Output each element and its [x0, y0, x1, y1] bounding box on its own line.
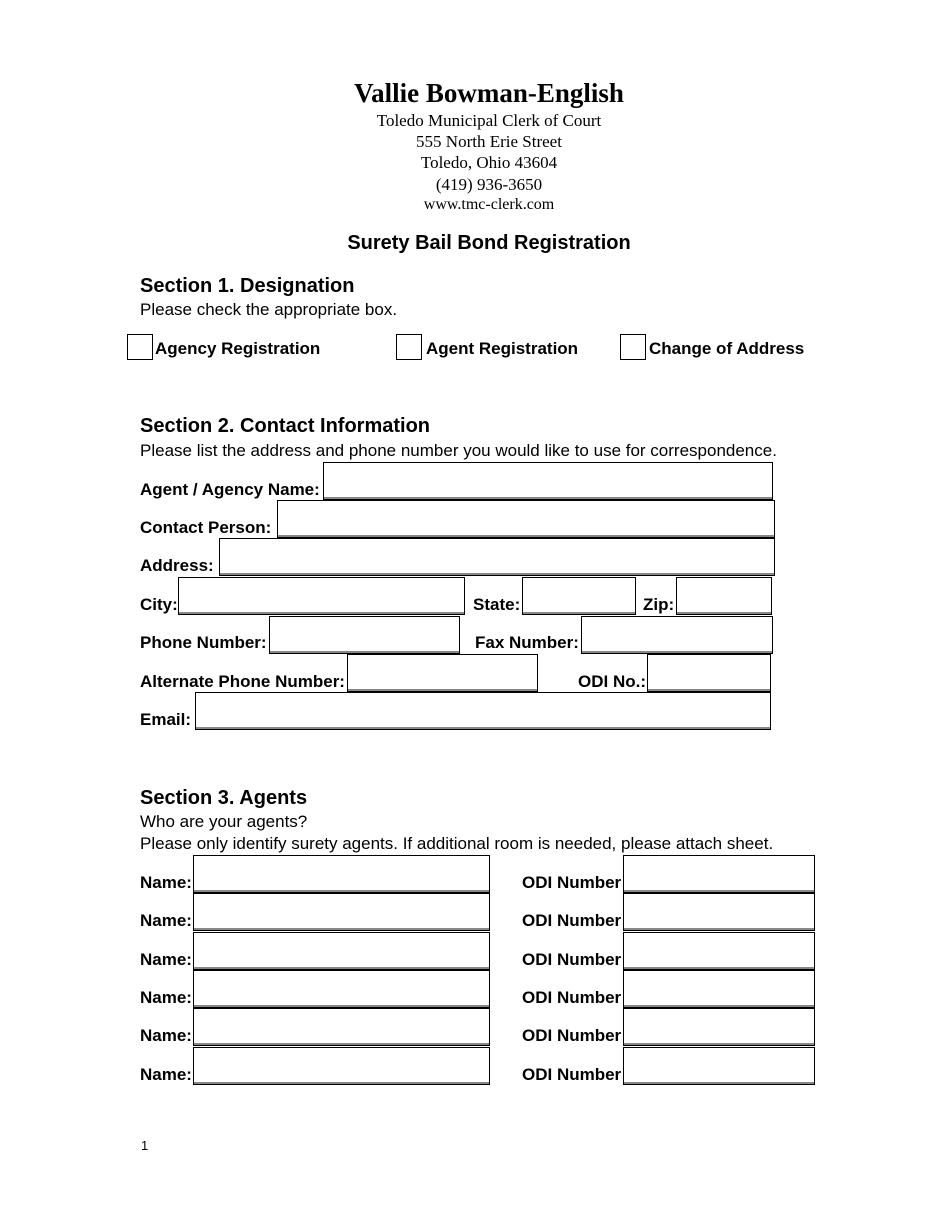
state-label: State:: [473, 595, 521, 614]
agent-name-label: Name:: [140, 911, 192, 930]
city-label: City:: [140, 595, 178, 614]
section3-instruction: Please only identify surety agents. If additional room is needed, please attach sheet.: [140, 834, 774, 853]
odi-no-field[interactable]: [647, 654, 771, 692]
agency-name-label: Agent / Agency Name:: [140, 480, 320, 499]
phone-label: Phone Number:: [140, 633, 267, 652]
agent-odi-field-1[interactable]: [623, 855, 815, 893]
agent-odi-label: ODI Number: [522, 873, 622, 892]
agent-name-label: Name:: [140, 1065, 192, 1084]
zip-label: Zip:: [643, 595, 675, 614]
agent-name-field-3[interactable]: [193, 932, 490, 970]
agent-odi-label: ODI Number: [522, 1026, 622, 1045]
agent-name-label: Name:: [140, 988, 192, 1007]
contact-person-field[interactable]: [277, 500, 775, 538]
email-label: Email:: [140, 710, 192, 729]
agent-name-label: Name:: [140, 873, 192, 892]
phone-field[interactable]: [269, 616, 460, 654]
office-phone: (419) 936-3650: [435, 175, 543, 194]
agent-odi-field-6[interactable]: [623, 1047, 815, 1085]
agent-name-field-2[interactable]: [193, 893, 490, 931]
contact-person-label: Contact Person:: [140, 518, 272, 537]
agent-name-field-4[interactable]: [193, 970, 490, 1008]
change-of-address-label: Change of Address: [649, 339, 805, 358]
city-state-zip: Toledo, Ohio 43604: [420, 153, 558, 172]
form-title: Surety Bail Bond Registration: [347, 232, 631, 254]
office-name: Toledo Municipal Clerk of Court: [376, 111, 602, 130]
fax-label: Fax Number:: [475, 633, 579, 652]
alt-phone-label: Alternate Phone Number:: [140, 672, 345, 691]
agent-odi-field-3[interactable]: [623, 932, 815, 970]
odi-no-label: ODI No.:: [578, 672, 646, 691]
fax-field[interactable]: [581, 616, 773, 654]
agent-name-field-5[interactable]: [193, 1008, 490, 1046]
section3-question: Who are your agents?: [140, 812, 308, 831]
section1-instruction: Please check the appropriate box.: [140, 300, 398, 319]
agent-registration-label: Agent Registration: [426, 339, 579, 358]
agent-name-label: Name:: [140, 950, 192, 969]
agent-odi-label: ODI Number: [522, 911, 622, 930]
email-field[interactable]: [195, 692, 771, 730]
agent-odi-field-4[interactable]: [623, 970, 815, 1008]
city-field[interactable]: [178, 577, 465, 615]
agent-odi-label: ODI Number: [522, 988, 622, 1007]
agent-odi-label: ODI Number: [522, 1065, 622, 1084]
section3-title: Section 3. Agents: [140, 787, 308, 809]
agent-odi-field-2[interactable]: [623, 893, 815, 931]
street-address: 555 North Erie Street: [416, 132, 562, 151]
agent-odi-field-5[interactable]: [623, 1008, 815, 1046]
state-field[interactable]: [522, 577, 636, 615]
page-number: 1: [141, 1138, 149, 1153]
agent-name-label: Name:: [140, 1026, 192, 1045]
agent-name-field-6[interactable]: [193, 1047, 490, 1085]
zip-field[interactable]: [676, 577, 772, 615]
change-of-address-checkbox[interactable]: [620, 334, 646, 360]
section2-title: Section 2. Contact Information: [140, 415, 431, 437]
alt-phone-field[interactable]: [347, 654, 538, 692]
section2-instruction: Please list the address and phone number you would like to use for correspondence.: [140, 441, 777, 460]
agency-registration-label: Agency Registration: [155, 339, 321, 358]
agent-registration-checkbox[interactable]: [396, 334, 422, 360]
clerk-name: Vallie Bowman-English: [354, 78, 624, 108]
address-label: Address:: [140, 556, 214, 575]
address-field[interactable]: [219, 538, 775, 576]
office-website: www.tmc-clerk.com: [423, 196, 555, 213]
section1-title: Section 1. Designation: [140, 275, 355, 297]
agency-registration-checkbox[interactable]: [127, 334, 153, 360]
agency-name-field[interactable]: [323, 462, 773, 500]
agent-odi-label: ODI Number: [522, 950, 622, 969]
agent-name-field-1[interactable]: [193, 855, 490, 893]
